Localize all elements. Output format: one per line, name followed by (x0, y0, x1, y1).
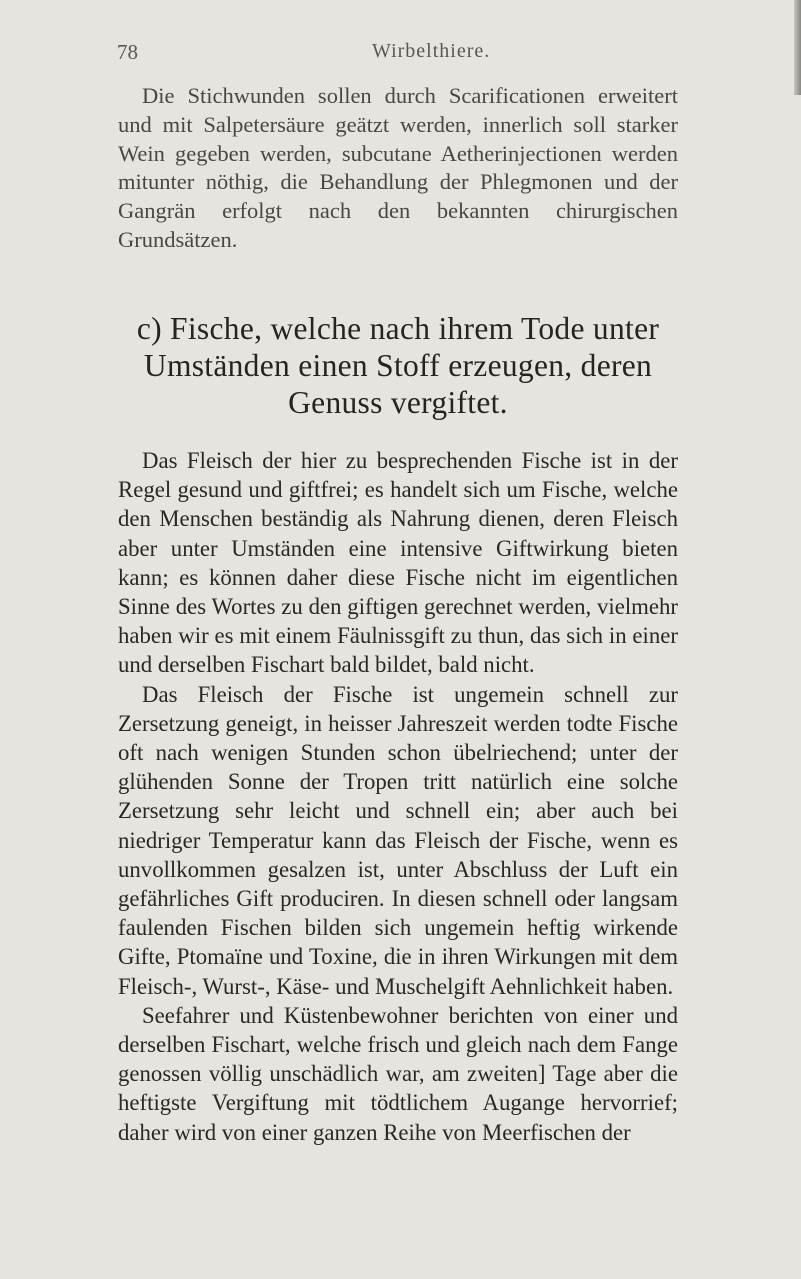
page-edge (794, 0, 801, 95)
paragraph-fleisch-giftfrei: Das Fleisch der hier zu besprechenden Fische ist in der Regel gesund und giftfrei; es handelt sich um Fische, welche den Menschen beständig als Nahrung dienen, deren Fleisch aber unter Umständen eine intensive Giftwirkung bieten kann; es können daher diese Fische nicht im eigentlichen Sinne des Wortes zu den giftigen gerechnet werden, vielmehr haben wir es mit einem Fäulnissgift zu thun, das sich in einer und derselben Fischart bald bildet, bald nicht. (118, 448, 678, 678)
page-header (117, 40, 677, 76)
paragraph-zersetzung: Das Fleisch der Fische ist ungemein schnell zur Zersetzung geneigt, in heisser Jahreszeit werden todte Fische oft nach wenigen Stunden schon übelriechend; unter der glühenden Sonne der Tropen tritt natürlich eine solche Zersetzung sehr leicht und schnell ein; aber auch bei niedriger Temperatur kann das Fleisch der Fische, wenn es unvollkommen gesalzen ist, unter Abschluss der Luft ein gefährliches Gift produciren. In diesen schnell oder langsam faulenden Fischen bilden sich ungemein heftig wirkende Gifte, Ptomaïne und Toxine, die in ihren Wirkungen mit dem Fleisch-, Wurst-, Käse- und Muschelgift Aehnlichkeit haben. (118, 681, 678, 999)
body-text (118, 446, 678, 1147)
page-number: 78 (117, 40, 138, 64)
paragraph-stichwunden: Die Stichwunden sollen durch Scarificationen erweitert und mit Salpetersäure geätzt werden, innerlich soll starker Wein gegeben werden, subcutane Aetherinjectionen werden mitunter nöthig, die Behandlung der Phlegmonen und der Gangrän erfolgt nach den bekannten chirurgischen Grundsätzen. (118, 83, 678, 252)
paragraph-seefahrer: Seefahrer und Küstenbewohner berichten von einer und derselben Fischart, welche frisch und gleich nach dem Fange genossen völlig unschädlich war, am zweiten] Tage aber die heftigste Vergiftung mit tödtlichem Augange hervorrief; daher wird von einer ganzen Reihe von Meerfischen der (118, 1002, 678, 1145)
section-heading: c) Fische, welche nach ihrem Tode unter Umständen einen Stoff erzeugen, deren Genuss vergiftet. (136, 311, 660, 420)
running-head: Wirbelthiere. (372, 40, 491, 62)
